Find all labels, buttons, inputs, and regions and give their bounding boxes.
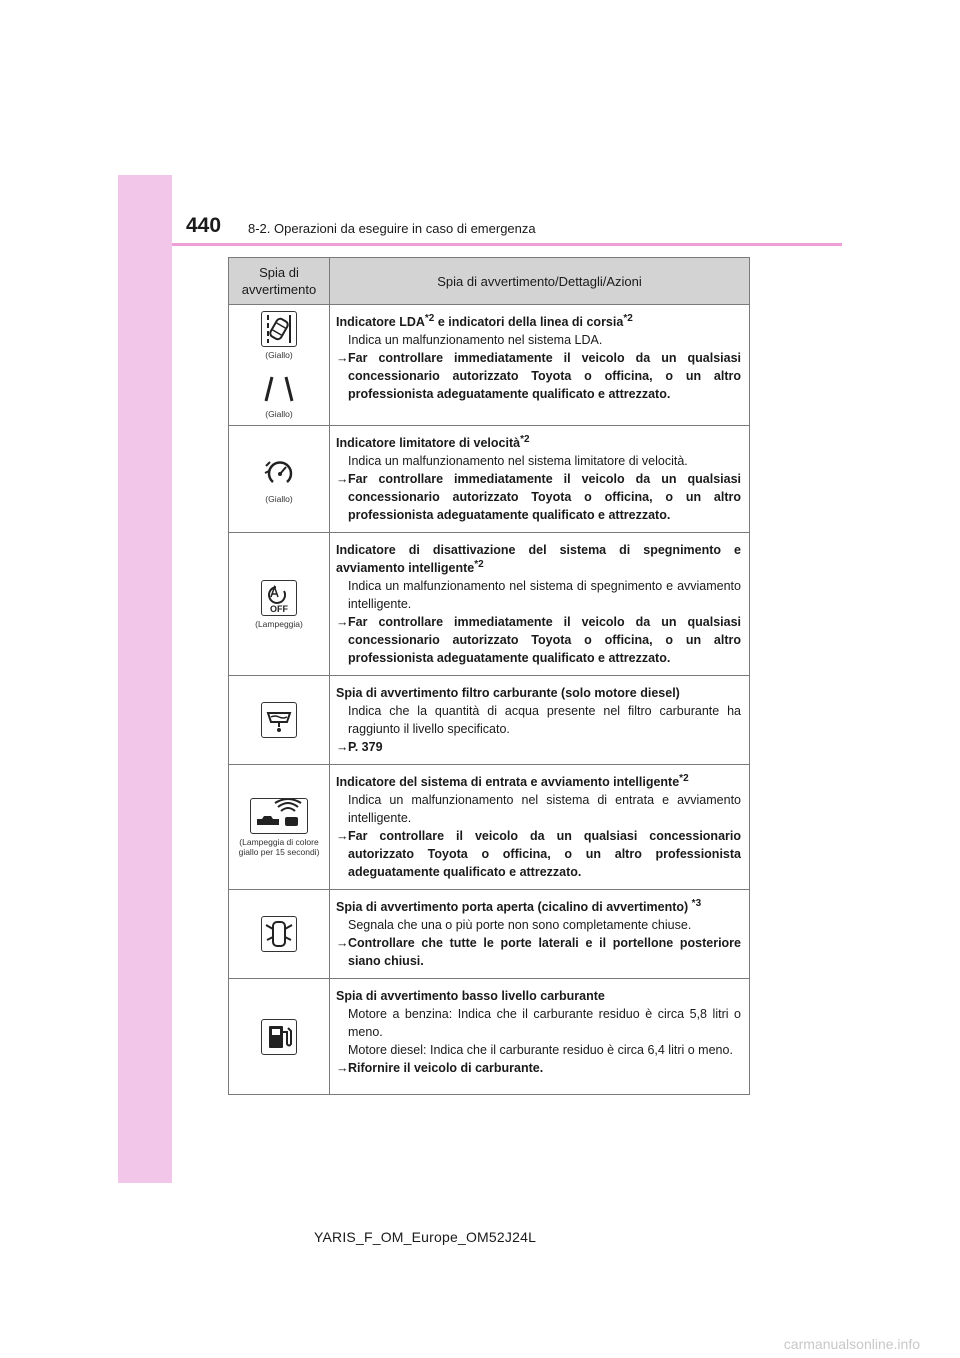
icon-cell — [229, 765, 330, 890]
page-reference-link[interactable]: P. 379 — [348, 740, 383, 754]
row-title: Spia di avvertimento porta aperta (cicalino di avvertimento) $^{*3}$ — [336, 897, 702, 914]
icon-cell — [229, 533, 330, 676]
row-title: Indicatore limitatore di velocità$^{*2}$ — [336, 433, 530, 450]
row-description: Indica un malfunzionamento nel sistema limitatore di velocità. — [348, 454, 688, 468]
section-title: 8-2. Operazioni da eseguire in caso di emergenza — [248, 221, 536, 236]
details-cell — [330, 765, 750, 890]
row-action: →Controllare che tutte le porte laterali e il portellone posteriore siano chiusi. — [336, 936, 741, 968]
watermark: carmanualsonline.info — [783, 1336, 920, 1352]
row-description: Indica un malfunzionamento nel sistema LDA. — [348, 333, 603, 347]
row-description: Indica un malfunzionamento nel sistema di entrata e avviamento intelligente. — [348, 793, 741, 825]
lane-lines-icon — [261, 370, 297, 406]
arrow-icon: → — [336, 472, 349, 486]
row-title: Spia di avvertimento filtro carburante (solo motore diesel) — [336, 686, 680, 700]
fuel-filter-icon — [261, 702, 297, 738]
details-cell — [330, 305, 750, 426]
table-header-row — [229, 258, 750, 305]
table-row — [229, 305, 750, 426]
icon-cell — [229, 890, 330, 979]
arrow-icon: → — [336, 1061, 349, 1075]
arrow-icon: → — [336, 351, 349, 365]
arrow-icon: → — [336, 615, 349, 629]
row-action: →Rifornire il veicolo di carburante. — [336, 1061, 544, 1075]
details-cell — [330, 676, 750, 765]
icon-caption: (Lampeggia di colore giallo per 15 secondi) — [238, 836, 320, 857]
column-header-details: Spia di avvertimento/Dettagli/Azioni — [330, 258, 750, 305]
icon-caption: (Giallo) — [265, 409, 293, 419]
smart-entry-key-icon — [250, 798, 308, 834]
row-title: Indicatore del sistema di entrata e avviamento intelligente$^{*2}$ — [336, 772, 689, 789]
speed-limiter-icon — [261, 455, 297, 491]
arrow-icon: → — [336, 829, 349, 843]
icon-caption: (Giallo) — [265, 350, 293, 360]
row-description: Motore a benzina: Indica che il carburante residuo è circa 5,8 litri o meno. — [348, 1007, 741, 1039]
row-action: →Far controllare immediatamente il veicolo da un qualsiasi concessionario autorizzato Toyota o officina, o un altro professionista adeguatamente qualificato e attrezzato. — [336, 351, 741, 401]
row-title: Indicatore di disattivazione del sistema di spegnimento e avviamento intelligente$^{*2}$ — [336, 543, 741, 575]
lda-lane-departure-icon — [261, 311, 297, 347]
table-row — [229, 426, 750, 533]
low-fuel-icon — [261, 1019, 297, 1055]
row-action — [336, 738, 741, 756]
table-row — [229, 676, 750, 765]
row-title: Spia di avvertimento basso livello carburante — [336, 989, 605, 1003]
door-open-icon — [261, 916, 297, 952]
row-action: →Far controllare il veicolo da un qualsiasi concessionario autorizzato Toyota o officina, o un altro professionista adeguatamente qualificato e attrezzato. — [336, 829, 741, 879]
details-cell — [330, 426, 750, 533]
stop-start-off-icon — [261, 580, 297, 616]
table-row — [229, 979, 750, 1095]
icon-cell — [229, 305, 330, 426]
side-band — [118, 175, 172, 1183]
icon-cell — [229, 426, 330, 533]
warning-lights-table — [228, 257, 750, 1095]
arrow-icon: → — [336, 936, 349, 950]
table-row — [229, 765, 750, 890]
icon-caption: (Lampeggia) — [255, 618, 303, 629]
row-description: Segnala che una o più porte non sono completamente chiuse. — [348, 918, 692, 932]
icon-caption: (Giallo) — [265, 493, 293, 504]
icon-cell — [229, 979, 330, 1095]
row-description: Indica che la quantità di acqua presente nel filtro carburante ha raggiunto il livello specificato. — [348, 704, 741, 736]
page-number: 440 — [186, 214, 222, 237]
arrow-icon: → — [336, 740, 349, 754]
row-action: →Far controllare immediatamente il veicolo da un qualsiasi concessionario autorizzato Toyota o officina, o un altro professionista adeguatamente qualificato e attrezzato. — [336, 472, 741, 522]
off-label: OFF — [270, 603, 288, 614]
row-title: Indicatore LDA$^{*2}$ e indicatori della linea di corsia$^{*2}$ — [336, 312, 633, 329]
details-cell — [330, 533, 750, 676]
footer-model-code: YARIS_F_OM_Europe_OM52J24L — [314, 1229, 537, 1245]
details-cell — [330, 890, 750, 979]
table-row — [229, 533, 750, 676]
icon-cell — [229, 676, 330, 765]
details-cell — [330, 979, 750, 1095]
table-row — [229, 890, 750, 979]
row-description: Indica un malfunzionamento nel sistema di spegnimento e avviamento intelligente. — [348, 579, 741, 611]
row-action: →Far controllare immediatamente il veicolo da un qualsiasi concessionario autorizzato Toyota o officina, o un altro professionista adeguatamente qualificato e attrezzato. — [336, 615, 741, 665]
column-header-light: Spia di avvertimento — [229, 258, 330, 305]
header-divider — [172, 243, 842, 246]
row-description: Motore diesel: Indica che il carburante residuo è circa 6,4 litri o meno. — [348, 1043, 733, 1057]
